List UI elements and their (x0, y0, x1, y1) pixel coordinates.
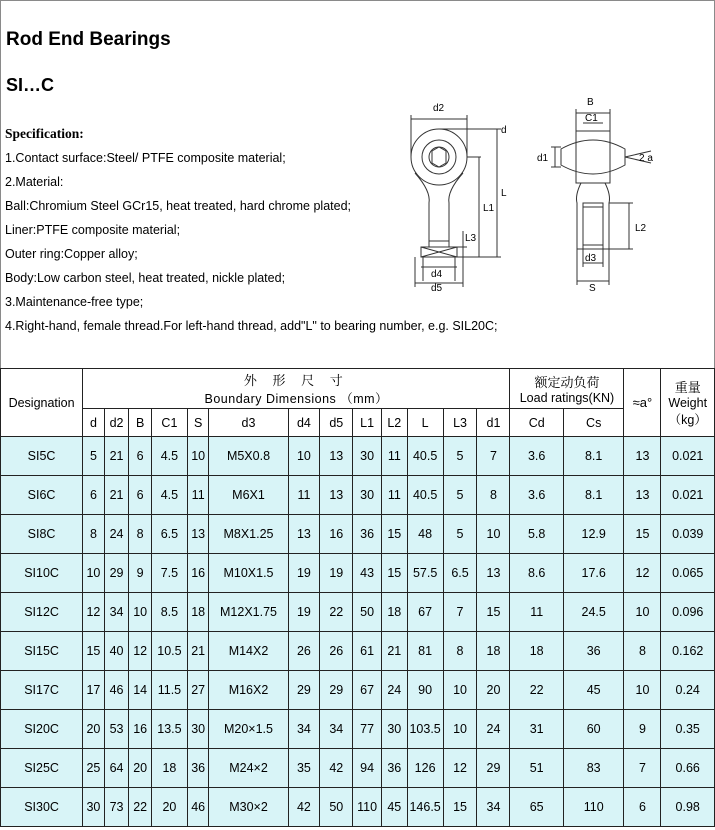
table-cell: 25 (83, 749, 105, 788)
table-cell: 26 (288, 632, 320, 671)
spec-line: Outer ring:Copper alloy; (5, 247, 138, 261)
designation-cell: SI5C (1, 437, 83, 476)
table-cell: 0.98 (661, 788, 715, 827)
table-cell: 94 (353, 749, 382, 788)
column-header: S (187, 409, 209, 437)
spec-line: 1.Contact surface:Steel/ PTFE composite material; (5, 151, 286, 165)
table-cell: 15 (443, 788, 477, 827)
table-cell: 10 (624, 593, 661, 632)
table-row (1, 671, 715, 710)
table-cell: 11 (381, 437, 407, 476)
table-row (1, 710, 715, 749)
table-cell: 16 (187, 554, 209, 593)
column-header: d2 (104, 409, 129, 437)
table-cell: 18 (151, 749, 187, 788)
table-cell: 6 (624, 788, 661, 827)
table-cell: 24 (477, 710, 510, 749)
table-cell: 16 (129, 710, 152, 749)
table-cell: 19 (288, 593, 320, 632)
table-cell: 65 (510, 788, 563, 827)
spec-line: Liner:PTFE composite material; (5, 223, 181, 237)
table-cell: 8 (129, 515, 152, 554)
designation-cell: SI30C (1, 788, 83, 827)
table-cell: 22 (320, 593, 353, 632)
table-cell: 36 (353, 515, 382, 554)
table-cell: 0.24 (661, 671, 715, 710)
table-cell: 21 (104, 476, 129, 515)
table-cell: 5.8 (510, 515, 563, 554)
table-cell: 67 (407, 593, 443, 632)
table-cell: 12 (443, 749, 477, 788)
table-cell: M12X1.75 (209, 593, 288, 632)
table-row (1, 593, 715, 632)
table-cell: 21 (187, 632, 209, 671)
table-cell: 30 (83, 788, 105, 827)
table-cell: 29 (104, 554, 129, 593)
table-cell: 6 (83, 476, 105, 515)
table-cell: M5X0.8 (209, 437, 288, 476)
table-cell: 34 (288, 710, 320, 749)
table-cell: 24 (104, 515, 129, 554)
table-cell: 67 (353, 671, 382, 710)
table-cell: 0.35 (661, 710, 715, 749)
table-cell: 77 (353, 710, 382, 749)
page-title: Rod End Bearings (6, 29, 171, 50)
table-cell: 4.5 (151, 476, 187, 515)
load-ratings-header: 额定动负荷 Load ratings(KN) (510, 369, 624, 409)
angle-header: ≈a° (624, 369, 661, 437)
table-cell: 20 (83, 710, 105, 749)
table-cell: 34 (477, 788, 510, 827)
table-cell: 20 (151, 788, 187, 827)
table-cell: 3.6 (510, 437, 563, 476)
table-cell: 0.66 (661, 749, 715, 788)
column-header: d (83, 409, 105, 437)
table-cell: 5 (443, 476, 477, 515)
table-cell: 0.096 (661, 593, 715, 632)
table-cell: 13.5 (151, 710, 187, 749)
table-cell: 6 (129, 476, 152, 515)
designation-cell: SI20C (1, 710, 83, 749)
table-cell: 8.1 (563, 476, 624, 515)
designation-cell: SI25C (1, 749, 83, 788)
table-cell: 12 (624, 554, 661, 593)
table-cell: 15 (381, 515, 407, 554)
table-cell: 8.1 (563, 437, 624, 476)
table-cell: 13 (477, 554, 510, 593)
table-cell: 19 (288, 554, 320, 593)
designation-cell: SI15C (1, 632, 83, 671)
table-cell: 10 (443, 671, 477, 710)
column-header: C1 (151, 409, 187, 437)
drawing-label: L1 (483, 203, 495, 214)
table-cell: 20 (129, 749, 152, 788)
table-cell: 15 (624, 515, 661, 554)
table-cell: M30×2 (209, 788, 288, 827)
table-cell: M20×1.5 (209, 710, 288, 749)
table-cell: 24.5 (563, 593, 624, 632)
designation-header: Designation (1, 369, 83, 437)
table-cell: 9 (624, 710, 661, 749)
table-cell: 10.5 (151, 632, 187, 671)
table-cell: 60 (563, 710, 624, 749)
table-cell: 43 (353, 554, 382, 593)
table-cell: 11 (510, 593, 563, 632)
table-cell: 36 (381, 749, 407, 788)
table-row (1, 788, 715, 827)
table-cell: 15 (477, 593, 510, 632)
column-header: L2 (381, 409, 407, 437)
table-cell: 10 (129, 593, 152, 632)
table-cell: 6 (129, 437, 152, 476)
table-cell: 146.5 (407, 788, 443, 827)
table-cell: 12.9 (563, 515, 624, 554)
table-row (1, 437, 715, 476)
table-cell: 10 (477, 515, 510, 554)
table-cell: 46 (104, 671, 129, 710)
table-cell: 15 (83, 632, 105, 671)
table-cell: 11 (381, 476, 407, 515)
table-row (1, 476, 715, 515)
table-cell: 10 (288, 437, 320, 476)
rod-end-bearing-drawing (401, 91, 671, 291)
table-cell: 17.6 (563, 554, 624, 593)
table-row (1, 632, 715, 671)
drawing-label: d3 (585, 253, 597, 264)
table-cell: 10 (187, 437, 209, 476)
table-cell: 40 (104, 632, 129, 671)
column-header: L (407, 409, 443, 437)
table-cell: 50 (320, 788, 353, 827)
drawing-label: L3 (465, 233, 477, 244)
designation-cell: SI10C (1, 554, 83, 593)
table-cell: 27 (187, 671, 209, 710)
table-cell: 64 (104, 749, 129, 788)
drawing-label: L (501, 188, 507, 199)
table-cell: 6.5 (151, 515, 187, 554)
table-cell: 31 (510, 710, 563, 749)
table-cell: 45 (381, 788, 407, 827)
table-cell: 8.5 (151, 593, 187, 632)
table-cell: 11 (187, 476, 209, 515)
table-cell: 17 (83, 671, 105, 710)
table-cell: M10X1.5 (209, 554, 288, 593)
table-cell: 29 (288, 671, 320, 710)
drawing-label: d5 (431, 283, 443, 291)
designation-cell: SI12C (1, 593, 83, 632)
table-cell: 10 (83, 554, 105, 593)
table-cell: M8X1.25 (209, 515, 288, 554)
column-header: Cs (563, 409, 624, 437)
table-cell: 9 (129, 554, 152, 593)
table-cell: M6X1 (209, 476, 288, 515)
table-cell: 110 (353, 788, 382, 827)
column-header-row (1, 409, 715, 437)
table-cell: 0.039 (661, 515, 715, 554)
table-cell: 10 (443, 710, 477, 749)
table-cell: 26 (320, 632, 353, 671)
drawing-label: B (587, 97, 594, 108)
table-cell: 35 (288, 749, 320, 788)
table-row (1, 515, 715, 554)
table-cell: 13 (624, 476, 661, 515)
table-cell: 29 (320, 671, 353, 710)
table-cell: 13 (624, 437, 661, 476)
table-cell: 83 (563, 749, 624, 788)
table-cell: 90 (407, 671, 443, 710)
table-cell: 36 (563, 632, 624, 671)
drawing-label: 2 a (639, 153, 653, 164)
table-cell: 24 (381, 671, 407, 710)
dimensions-table-wrapper (0, 368, 715, 827)
table-cell: 110 (563, 788, 624, 827)
table-cell: M14X2 (209, 632, 288, 671)
boundary-dimensions-header: 外 形 尺 寸 Boundary Dimensions （mm） (83, 369, 510, 409)
table-cell: 22 (129, 788, 152, 827)
table-cell: M24×2 (209, 749, 288, 788)
table-cell: 48 (407, 515, 443, 554)
table-cell: 8 (477, 476, 510, 515)
designation-cell: SI8C (1, 515, 83, 554)
table-cell: 42 (320, 749, 353, 788)
spec-line: 2.Material: (5, 175, 64, 189)
table-cell: 11 (288, 476, 320, 515)
table-cell: 0.021 (661, 476, 715, 515)
table-cell: 29 (477, 749, 510, 788)
column-header: L3 (443, 409, 477, 437)
table-cell: 5 (443, 515, 477, 554)
table-cell: 6.5 (443, 554, 477, 593)
table-cell: 45 (563, 671, 624, 710)
table-cell: 81 (407, 632, 443, 671)
table-cell: 51 (510, 749, 563, 788)
table-cell: 34 (320, 710, 353, 749)
drawing-label: d4 (431, 269, 443, 280)
table-cell: 30 (381, 710, 407, 749)
table-cell: 40.5 (407, 437, 443, 476)
table-cell: 53 (104, 710, 129, 749)
table-cell: 30 (353, 476, 382, 515)
table-cell: 13 (288, 515, 320, 554)
spec-line: Body:Low carbon steel, heat treated, nickle plated; (5, 271, 286, 285)
table-cell: 0.021 (661, 437, 715, 476)
table-cell: 7.5 (151, 554, 187, 593)
table-cell: 22 (510, 671, 563, 710)
column-header: B (129, 409, 152, 437)
table-cell: 13 (320, 437, 353, 476)
header-section (0, 0, 715, 368)
table-cell: 73 (104, 788, 129, 827)
table-cell: 50 (353, 593, 382, 632)
table-cell: 5 (443, 437, 477, 476)
column-header: Cd (510, 409, 563, 437)
table-cell: 8 (83, 515, 105, 554)
table-cell: 7 (443, 593, 477, 632)
table-cell: 30 (353, 437, 382, 476)
table-cell: 40.5 (407, 476, 443, 515)
table-cell: 7 (477, 437, 510, 476)
table-row (1, 554, 715, 593)
table-cell: 13 (320, 476, 353, 515)
table-cell: 36 (187, 749, 209, 788)
table-row (1, 749, 715, 788)
table-cell: 15 (381, 554, 407, 593)
designation-cell: SI6C (1, 476, 83, 515)
spec-line: 4.Right-hand, female thread.For left-hand thread, add"L" to bearing number, e.g. SIL20C; (5, 319, 498, 333)
table-cell: 7 (624, 749, 661, 788)
table-cell: 13 (187, 515, 209, 554)
drawing-label: d2 (433, 103, 445, 114)
table-cell: 61 (353, 632, 382, 671)
table-cell: 21 (104, 437, 129, 476)
table-body (1, 437, 715, 827)
table-cell: 18 (477, 632, 510, 671)
spec-line: Ball:Chromium Steel GCr15, heat treated, hard chrome plated; (5, 199, 352, 213)
table-cell: 30 (187, 710, 209, 749)
column-header: d1 (477, 409, 510, 437)
table-cell: 8 (624, 632, 661, 671)
drawing-label: C1 (585, 113, 598, 124)
table-cell: 4.5 (151, 437, 187, 476)
column-header: d4 (288, 409, 320, 437)
weight-header: 重量 Weight （kg） (661, 369, 715, 437)
table-cell: 18 (381, 593, 407, 632)
table-cell: 12 (129, 632, 152, 671)
dimensions-table (0, 368, 715, 827)
table-cell: 12 (83, 593, 105, 632)
table-cell: 42 (288, 788, 320, 827)
table-cell: 57.5 (407, 554, 443, 593)
drawing-label: d (501, 125, 507, 136)
table-cell: 18 (187, 593, 209, 632)
table-cell: 16 (320, 515, 353, 554)
designation-cell: SI17C (1, 671, 83, 710)
table-cell: 103.5 (407, 710, 443, 749)
spec-line: 3.Maintenance-free type; (5, 295, 144, 309)
table-cell: 10 (624, 671, 661, 710)
table-cell: 3.6 (510, 476, 563, 515)
table-cell: 18 (510, 632, 563, 671)
table-cell: 21 (381, 632, 407, 671)
table-cell: 126 (407, 749, 443, 788)
drawing-label: d1 (537, 153, 549, 164)
table-cell: 19 (320, 554, 353, 593)
column-header: L1 (353, 409, 382, 437)
table-cell: 14 (129, 671, 152, 710)
table-cell: 11.5 (151, 671, 187, 710)
table-cell: 0.065 (661, 554, 715, 593)
drawing-label: L2 (635, 223, 647, 234)
table-cell: 8.6 (510, 554, 563, 593)
table-cell: M16X2 (209, 671, 288, 710)
table-cell: 5 (83, 437, 105, 476)
table-cell: 34 (104, 593, 129, 632)
drawing-label: S (589, 283, 596, 291)
page-subtitle: SI…C (6, 75, 55, 95)
column-header: d3 (209, 409, 288, 437)
spec-heading: Specification: (5, 126, 84, 141)
table-cell: 46 (187, 788, 209, 827)
table-cell: 0.162 (661, 632, 715, 671)
column-header: d5 (320, 409, 353, 437)
table-cell: 20 (477, 671, 510, 710)
table-cell: 8 (443, 632, 477, 671)
